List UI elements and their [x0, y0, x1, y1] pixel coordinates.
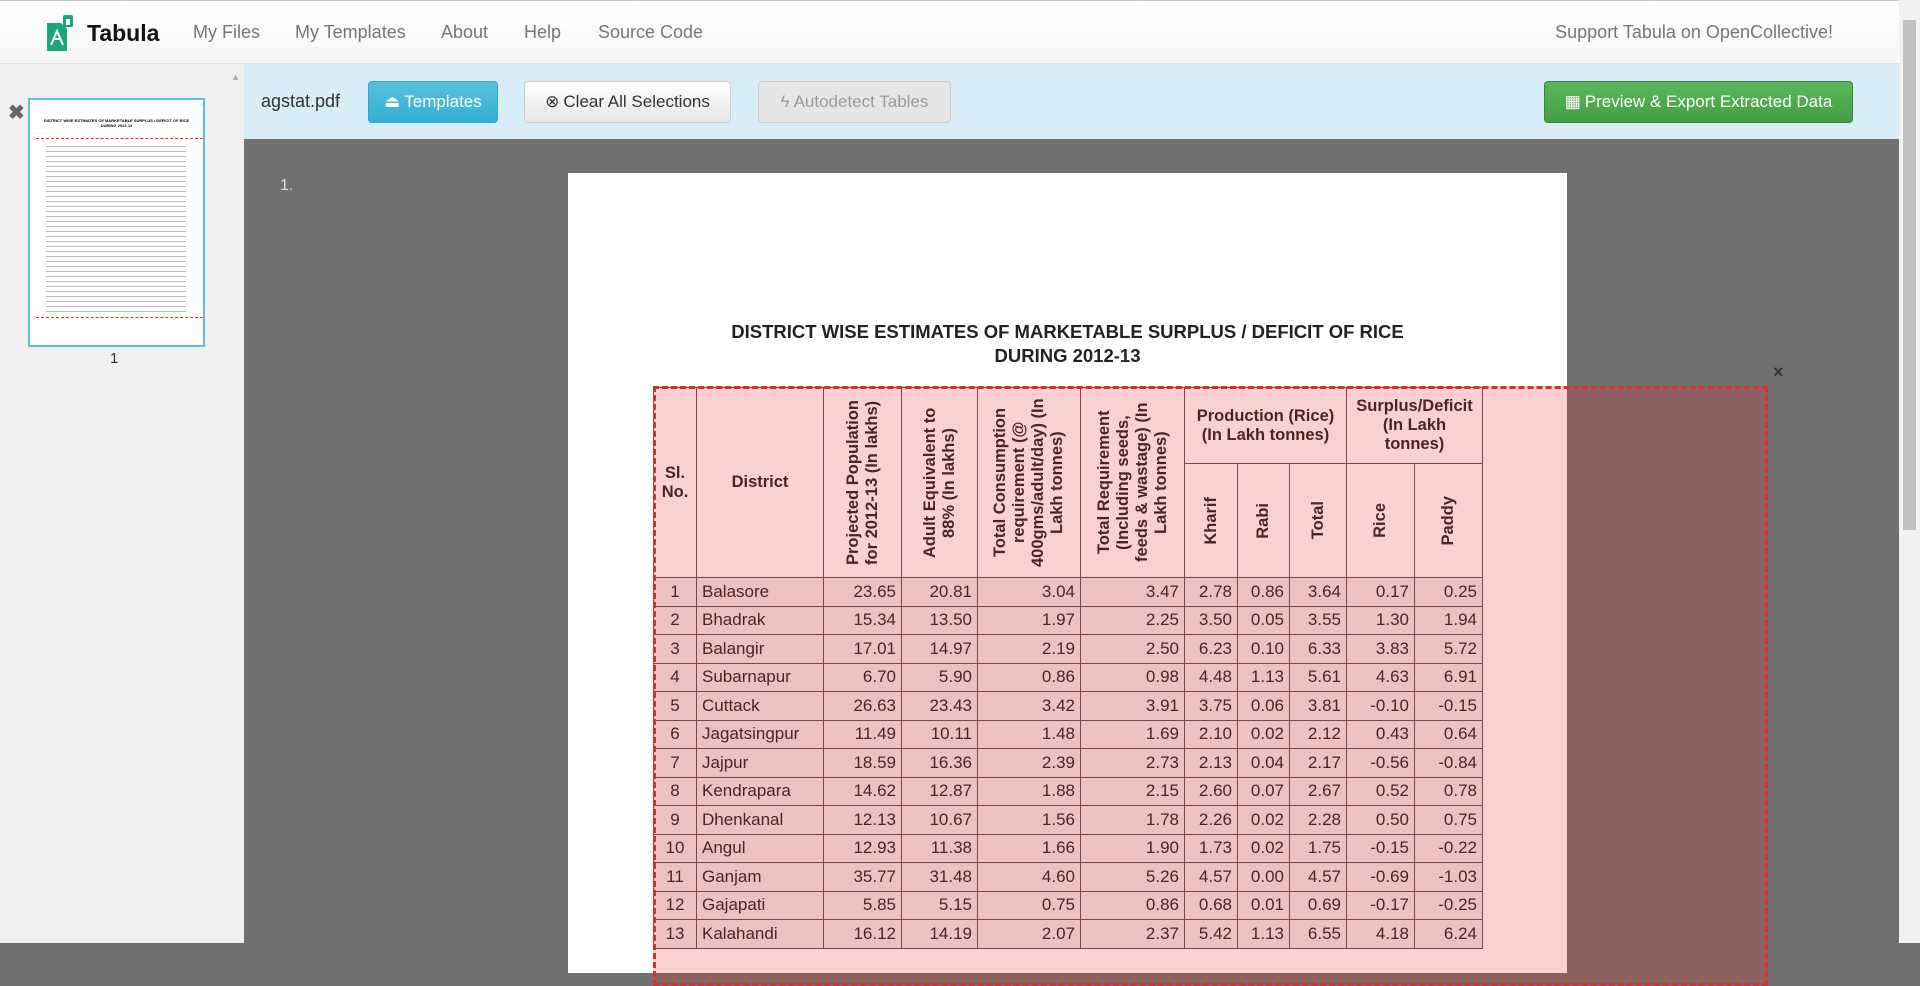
close-selection-icon[interactable]: ×: [1773, 362, 1784, 382]
table-cell: 0.86: [1081, 891, 1185, 920]
table-cell: Bhadrak: [697, 606, 824, 635]
table-cell: -0.15: [1347, 834, 1415, 863]
document-title: [568, 320, 1567, 368]
table-cell: 2.17: [1290, 749, 1347, 778]
table-cell: 0.86: [1238, 578, 1290, 607]
templates-icon: ⏏: [384, 92, 401, 111]
table-cell: 3.91: [1081, 692, 1185, 721]
table-cell: 3.81: [1290, 692, 1347, 721]
table-cell: 2.15: [1081, 777, 1185, 806]
table-cell: 10.11: [902, 720, 978, 749]
table-cell: 12.93: [824, 834, 902, 863]
table-cell: 1.13: [1238, 663, 1290, 692]
header-requirement: Total Requirement (Including seeds, feeds & wastage) (In Lakh tonnes): [1094, 402, 1170, 563]
table-cell: 2: [654, 606, 697, 635]
table-cell: 0.64: [1415, 720, 1483, 749]
table-cell: 0.10: [1238, 635, 1290, 664]
table-cell: 5.85: [824, 891, 902, 920]
table-cell: 1.48: [978, 720, 1081, 749]
support-link[interactable]: Support Tabula on OpenCollective!: [1555, 22, 1833, 42]
table-cell: 1.56: [978, 806, 1081, 835]
table-cell: 2.50: [1081, 635, 1185, 664]
table-cell: 3.50: [1185, 606, 1238, 635]
table-cell: 3.75: [1185, 692, 1238, 721]
table-cell: 5.15: [902, 891, 978, 920]
table-cell: 11: [654, 863, 697, 892]
table-cell: 0.02: [1238, 720, 1290, 749]
table-cell: -0.69: [1347, 863, 1415, 892]
table-cell: 6.91: [1415, 663, 1483, 692]
table-cell: 2.73: [1081, 749, 1185, 778]
table-cell: 23.65: [824, 578, 902, 607]
header-rice: Rice: [1371, 503, 1389, 538]
table-cell: 11.38: [902, 834, 978, 863]
table-cell: 2.67: [1290, 777, 1347, 806]
table-cell: 16.36: [902, 749, 978, 778]
table-cell: 1.78: [1081, 806, 1185, 835]
table-cell: 2.12: [1290, 720, 1347, 749]
table-cell: Jajpur: [697, 749, 824, 778]
table-cell: 9: [654, 806, 697, 835]
table-cell: -0.84: [1415, 749, 1483, 778]
table-cell: 5.61: [1290, 663, 1347, 692]
table-cell: 6.24: [1415, 920, 1483, 949]
table-cell: 15.34: [824, 606, 902, 635]
table-cell: 2.19: [978, 635, 1081, 664]
table-cell: 23.43: [902, 692, 978, 721]
clear-label: Clear All Selections: [563, 92, 710, 111]
table-cell: 4.63: [1347, 663, 1415, 692]
table-cell: 14.97: [902, 635, 978, 664]
table-cell: 31.48: [902, 863, 978, 892]
title-line-2: DURING 2012-13: [994, 345, 1141, 366]
table-cell: -0.22: [1415, 834, 1483, 863]
page-thumbnail[interactable]: [28, 98, 205, 347]
table-cell: 6.55: [1290, 920, 1347, 949]
remove-page-icon[interactable]: ✖: [8, 102, 25, 124]
nav-help[interactable]: Help: [524, 22, 562, 42]
header-kharif: Kharif: [1201, 496, 1220, 545]
table-cell: 3.42: [978, 692, 1081, 721]
table-cell: 3: [654, 635, 697, 664]
table-cell: 1.90: [1081, 834, 1185, 863]
scrollbar-thumb[interactable]: [1903, 20, 1916, 530]
scrollbar[interactable]: [1899, 0, 1920, 943]
preview-export-button[interactable]: [1544, 81, 1853, 123]
filename: agstat.pdf: [261, 91, 341, 111]
table-cell: 0.78: [1415, 777, 1483, 806]
templates-button[interactable]: [368, 81, 498, 123]
table-cell: 10.67: [902, 806, 978, 835]
table-cell: 3.55: [1290, 606, 1347, 635]
nav-my-templates[interactable]: My Templates: [295, 22, 406, 42]
table-cell: -0.56: [1347, 749, 1415, 778]
table-cell: 3.64: [1290, 578, 1347, 607]
table-cell: -0.15: [1415, 692, 1483, 721]
table-cell: 18.59: [824, 749, 902, 778]
table-cell: 0.04: [1238, 749, 1290, 778]
table-cell: 7: [654, 749, 697, 778]
table-cell: 12.87: [902, 777, 978, 806]
export-label: Preview & Export Extracted Data: [1584, 92, 1833, 111]
table-selection[interactable]: [653, 386, 1768, 986]
table-cell: 0.75: [1415, 806, 1483, 835]
table-cell: 6: [654, 720, 697, 749]
table-cell: Balasore: [697, 578, 824, 607]
autodetect-label: Autodetect Tables: [793, 92, 929, 111]
header-consumption: Total Consumption requirement (@ 400gms/adult/day) (In Lakh tonnes): [991, 398, 1066, 567]
table-cell: 6.33: [1290, 635, 1347, 664]
table-cell: 4.57: [1290, 863, 1347, 892]
table-cell: 0.98: [1081, 663, 1185, 692]
nav-source-code[interactable]: Source Code: [598, 22, 704, 42]
table-cell: 2.37: [1081, 920, 1185, 949]
table-cell: 2.78: [1185, 578, 1238, 607]
table-cell: 1.66: [978, 834, 1081, 863]
table-cell: 12.13: [824, 806, 902, 835]
table-cell: 2.28: [1290, 806, 1347, 835]
table-cell: 2.13: [1185, 749, 1238, 778]
table-cell: 2.26: [1185, 806, 1238, 835]
table-cell: 8: [654, 777, 697, 806]
autodetect-button[interactable]: [758, 81, 951, 123]
nav-about[interactable]: About: [441, 22, 489, 42]
header-population: Projected Population for 2012-13 (In lakhs): [843, 399, 881, 566]
table-cell: 5.72: [1415, 635, 1483, 664]
table-cell: 3.83: [1347, 635, 1415, 664]
table-cell: -0.17: [1347, 891, 1415, 920]
table-cell: 20.81: [902, 578, 978, 607]
table-cell: Kendrapara: [697, 777, 824, 806]
clear-selections-button[interactable]: [524, 81, 731, 123]
table-cell: 0.25: [1415, 578, 1483, 607]
header-production: Production (Rice) (In Lakh tonnes): [1185, 388, 1347, 464]
table-cell: 1.13: [1238, 920, 1290, 949]
brand[interactable]: Tabula: [87, 20, 160, 46]
header-paddy: Paddy: [1439, 495, 1457, 546]
table-icon: ▦: [1564, 92, 1581, 111]
table-cell: 35.77: [824, 863, 902, 892]
table-cell: 0.50: [1347, 806, 1415, 835]
table-cell: Angul: [697, 834, 824, 863]
table-cell: 2.60: [1185, 777, 1238, 806]
title-line-1: DISTRICT WISE ESTIMATES OF MARKETABLE SURPLUS / DEFICIT OF RICE: [731, 321, 1404, 342]
table-cell: 1.73: [1185, 834, 1238, 863]
page-number: 1.: [280, 177, 294, 194]
table-cell: Subarnapur: [697, 663, 824, 692]
table-cell: Balangir: [697, 635, 824, 664]
table-cell: 11.49: [824, 720, 902, 749]
table-cell: 1.94: [1415, 606, 1483, 635]
table-cell: 0.75: [978, 891, 1081, 920]
table-cell: 4: [654, 663, 697, 692]
navbar: [0, 0, 1920, 64]
table-cell: 5.42: [1185, 920, 1238, 949]
header-district: District: [697, 388, 824, 578]
header-rabi: Rabi: [1254, 502, 1272, 539]
scroll-up-icon[interactable]: ▲: [231, 72, 240, 82]
table-cell: -1.03: [1415, 863, 1483, 892]
table-cell: 0.02: [1238, 806, 1290, 835]
remove-circle-icon: ⊗: [545, 92, 560, 111]
table-cell: 4.18: [1347, 920, 1415, 949]
table-cell: Gajapati: [697, 891, 824, 920]
table-cell: Cuttack: [697, 692, 824, 721]
table-cell: Kalahandi: [697, 920, 824, 949]
table-cell: 10: [654, 834, 697, 863]
table-cell: 14.19: [902, 920, 978, 949]
table-cell: 12: [654, 891, 697, 920]
table-cell: Ganjam: [697, 863, 824, 892]
table-cell: 4.60: [978, 863, 1081, 892]
table-cell: 1.30: [1347, 606, 1415, 635]
table-cell: 0.68: [1185, 891, 1238, 920]
table-cell: 5.90: [902, 663, 978, 692]
templates-label: Templates: [404, 92, 482, 111]
table-cell: 2.07: [978, 920, 1081, 949]
table-cell: 2.39: [978, 749, 1081, 778]
table-cell: 0.01: [1238, 891, 1290, 920]
table-cell: 1: [654, 578, 697, 607]
table-cell: 26.63: [824, 692, 902, 721]
table-cell: 2.10: [1185, 720, 1238, 749]
toolbar: [244, 64, 1899, 139]
table-cell: 0.17: [1347, 578, 1415, 607]
thumbnail-selection: [36, 138, 203, 318]
table-cell: Jagatsingpur: [697, 720, 824, 749]
nav-my-files[interactable]: My Files: [193, 22, 260, 42]
table-cell: 1.88: [978, 777, 1081, 806]
table-cell: 6.23: [1185, 635, 1238, 664]
table-cell: 6.70: [824, 663, 902, 692]
table-cell: 3.04: [978, 578, 1081, 607]
table-cell: -0.25: [1415, 891, 1483, 920]
table-cell: 14.62: [824, 777, 902, 806]
table-cell: 13.50: [902, 606, 978, 635]
tabula-logo-icon[interactable]: [47, 15, 73, 51]
thumbnail-page-number: 1: [110, 350, 119, 367]
table-cell: 0.00: [1238, 863, 1290, 892]
table-cell: 13: [654, 920, 697, 949]
table-cell: 4.57: [1185, 863, 1238, 892]
table-cell: 5: [654, 692, 697, 721]
table-cell: 0.69: [1290, 891, 1347, 920]
table-cell: 2.25: [1081, 606, 1185, 635]
table-cell: 0.02: [1238, 834, 1290, 863]
table-cell: 1.69: [1081, 720, 1185, 749]
table-cell: 0.05: [1238, 606, 1290, 635]
table-cell: 17.01: [824, 635, 902, 664]
table-cell: -0.10: [1347, 692, 1415, 721]
table-cell: 5.26: [1081, 863, 1185, 892]
table-cell: 0.07: [1238, 777, 1290, 806]
header-adult: Adult Equivalent to 88% (In lakhs): [920, 407, 958, 558]
header-sl: Sl. No.: [654, 388, 697, 578]
header-surplus: Surplus/Deficit (In Lakh tonnes): [1347, 388, 1483, 464]
table-cell: 0.06: [1238, 692, 1290, 721]
table-cell: 1.97: [978, 606, 1081, 635]
table-cell: 1.75: [1290, 834, 1347, 863]
table-cell: Dhenkanal: [697, 806, 824, 835]
flash-icon: ϟ: [780, 92, 790, 111]
thumbnail-title: DISTRICT WISE ESTIMATES OF MARKETABLE SURPLUS / DEFICIT OF RICE DURING 2012-13: [43, 118, 190, 128]
table-cell: 3.47: [1081, 578, 1185, 607]
header-total: Total: [1308, 501, 1327, 540]
table-cell: 16.12: [824, 920, 902, 949]
table-cell: 4.48: [1185, 663, 1238, 692]
table-cell: 0.52: [1347, 777, 1415, 806]
table-cell: 0.86: [978, 663, 1081, 692]
table-cell: 0.43: [1347, 720, 1415, 749]
